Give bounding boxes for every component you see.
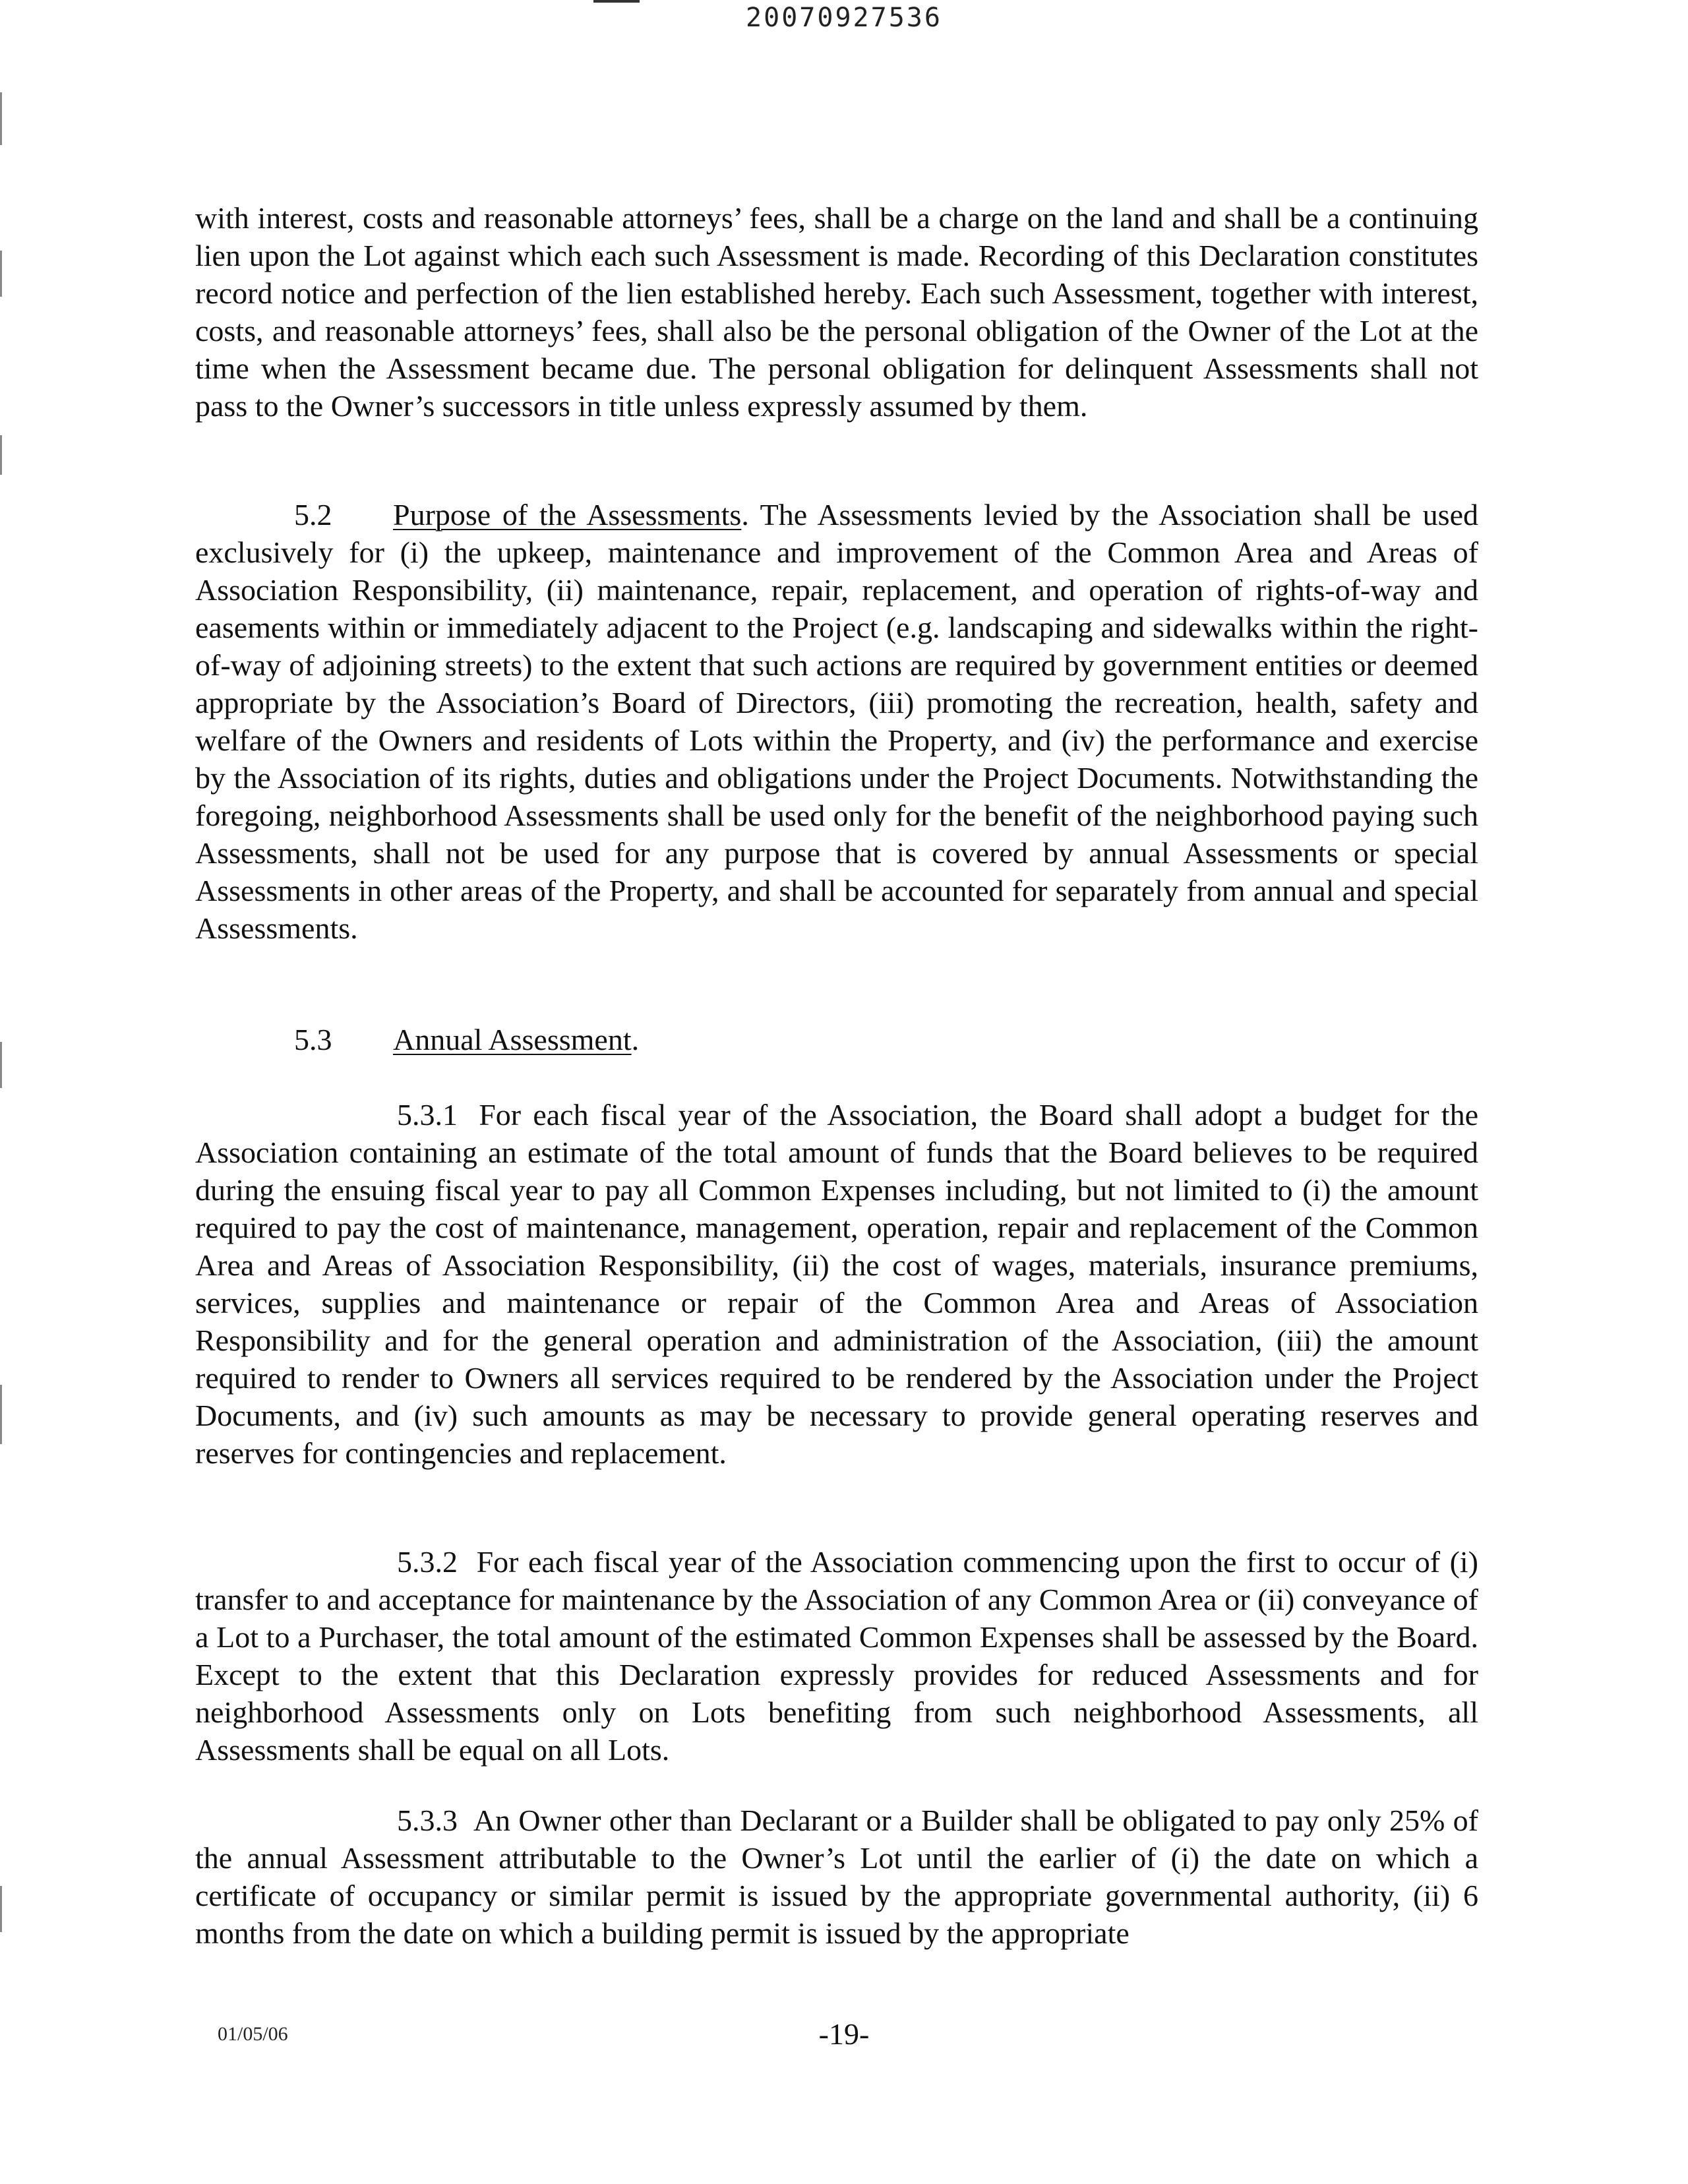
page-number: -19- xyxy=(818,2017,870,2051)
section-5-3-number: 5.3 xyxy=(294,1023,332,1056)
scan-edge-mark xyxy=(0,1385,2,1444)
scan-edge-mark xyxy=(0,435,2,475)
scan-edge-mark xyxy=(0,1042,2,1088)
footer-date: 01/05/06 xyxy=(218,2023,288,2045)
section-5-2-heading: Purpose of the Assessments xyxy=(393,498,742,531)
section-5-3-2-number: 5.3.2 xyxy=(397,1545,458,1579)
section-5-3-1-number: 5.3.1 xyxy=(397,1098,458,1132)
scan-edge-mark xyxy=(0,1886,2,1932)
continuation-paragraph xyxy=(195,199,1478,425)
section-5-3-1-paragraph xyxy=(195,1096,1478,1472)
section-5-3-3-number: 5.3.3 xyxy=(397,1804,458,1837)
scan-edge-mark xyxy=(0,251,2,297)
section-5-2-text: . The Assessments levied by the Association shall be used exclusively for (i) the upkeep, maintenance and improvement of the Common Area and Areas of Association Responsibility, (ii) maintenance, repair, replacement, and operation of rights-of-way and easements within or immediately adjacent to the Project (e.g. landscaping and sidewalks within the right-of-way of adjoining streets) to the extent that such actions are required by government entities or deemed appropriate by the Association’s Board of Directors, (iii) promoting the recreation, health, safety and welfare of the Owners and residents of Lots within the Property, and (iv) the performance and exercise by the Association of its rights, duties and obligations under the Project Documents. Notwithstanding the foregoing, neighborhood Assessments shall be used only for the benefit of the neighborhood paying such Assessments, shall not be used for any purpose that is covered by annual Assessments or special Assessments in other areas of the Property, and shall be accounted for separately from annual and special Assessments. xyxy=(195,498,1478,945)
scan-edge-mark xyxy=(0,92,2,145)
section-5-3-3-text: An Owner other than Declarant or a Builder shall be obligated to pay only 25% of the annual Assessment attributable to the Owner’s Lot until the earlier of (i) the date on which a certificate of occupancy or similar permit is issued by the appropriate governmental authority, (ii) 6 months from the date on which a building permit is issued by the appropriate xyxy=(195,1804,1478,1950)
section-5-3-trail: . xyxy=(631,1023,640,1056)
document-number: 20070927536 xyxy=(746,3,942,33)
section-5-2-number: 5.2 xyxy=(294,498,332,531)
section-5-2-paragraph xyxy=(195,496,1478,947)
section-5-3-3-paragraph xyxy=(195,1802,1478,1952)
section-5-3-2-paragraph xyxy=(195,1543,1478,1769)
section-5-3-2-text: For each fiscal year of the Association commencing upon the first to occur of (i) transfer to and acceptance for maintenance by the Association of any Common Area or (ii) conveyance of a Lot to a Purchaser, the total amount of the estimated Common Expenses shall be assessed by the Board. Except to the extent that this Declaration expressly provides for reduced Assessments and for neighborhood Assessments only on Lots benefiting from such neighborhood Assessments, all Assessments shall be equal on all Lots. xyxy=(195,1545,1478,1767)
section-5-3-1-text: For each fiscal year of the Association, the Board shall adopt a budget for the Association containing an estimate of the total amount of funds that the Board believes to be required during the ensuing fiscal year to pay all Common Expenses including, but not limited to (i) the amount required to pay the cost of maintenance, management, operation, repair and replacement of the Common Area and Areas of Association Responsibility, (ii) the cost of wages, materials, insurance premiums, services, supplies and maintenance or repair of the Common Area and Areas of Association Responsibility and for the general operation and administration of the Association, (iii) the amount required to render to Owners all services required to be rendered by the Association under the Project Documents, and (iv) such amounts as may be necessary to provide general operating reserves and reserves for contingencies and replacement. xyxy=(195,1098,1478,1470)
section-5-3-paragraph xyxy=(195,1021,1478,1058)
section-5-3-heading: Annual Assessment xyxy=(393,1023,632,1056)
continuation-text: with interest, costs and reasonable attorneys’ fees, shall be a charge on the land and shall be a continuing lien upon the Lot against which each such Assessment is made. Recording of this Declaration constitutes record notice and perfection of the lien established hereby. Each such Assessment, together with interest, costs, and reasonable attorneys’ fees, shall also be the personal obligation of the Owner of the Lot at the time when the Assessment became due. The personal obligation for delinquent Assessments shall not pass to the Owner’s successors in title unless expressly assumed by them. xyxy=(195,201,1478,423)
